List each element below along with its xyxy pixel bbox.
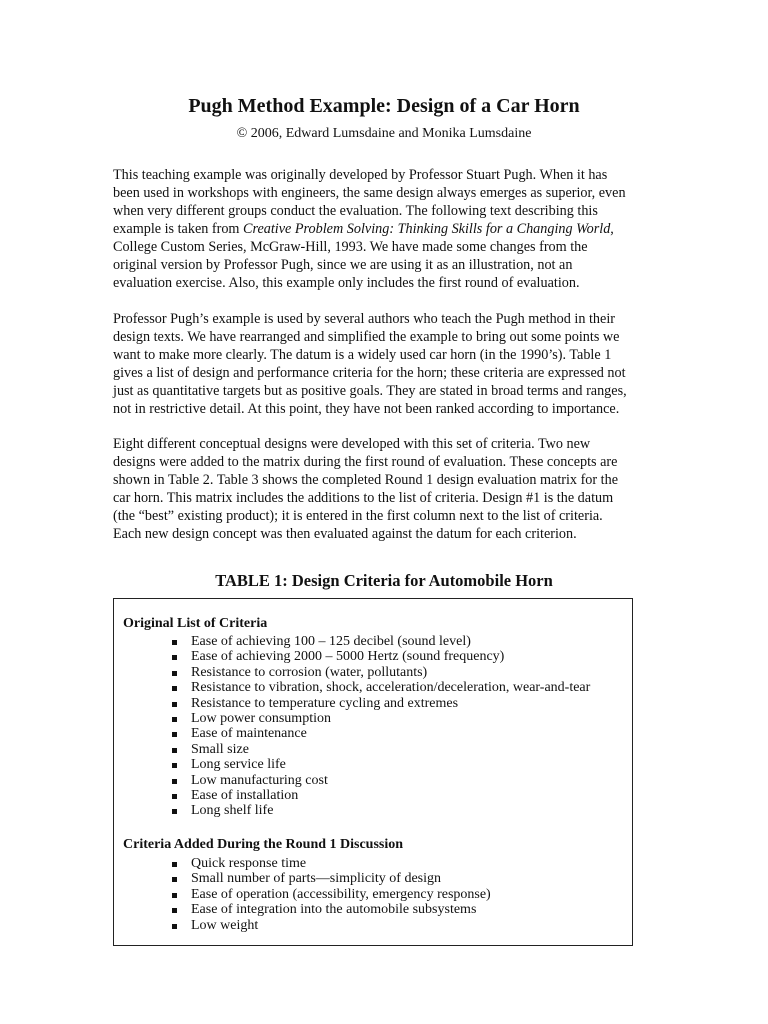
- paragraph-line: not in restrictive detail. At this point, they have not been ranked according to importance.: [113, 401, 620, 417]
- original-criteria-list: [114, 634, 590, 819]
- paragraph-line: just as quantitative targets but as positive goals. They are stated in broad terms and ranges,: [113, 383, 627, 399]
- paragraph-line: gives a list of design and performance criteria for the horn; these criteria are expressed not: [113, 365, 626, 381]
- criteria-text: Small number of parts—simplicity of design: [191, 871, 442, 887]
- bullet-icon: [172, 732, 177, 737]
- added-criteria-list: [114, 856, 491, 933]
- criteria-text: Quick response time: [191, 856, 307, 871]
- criteria-list-item: [114, 649, 590, 664]
- paragraph-line: [113, 220, 653, 238]
- bullet-icon: [172, 862, 177, 867]
- criteria-text: Low manufacturing cost: [191, 772, 328, 788]
- criteria-list-item: [114, 665, 590, 680]
- criteria-text: Resistance to temperature cycling and extremes: [191, 695, 459, 711]
- criteria-list-item: [114, 757, 590, 772]
- criteria-text: Ease of maintenance: [191, 726, 307, 742]
- bullet-icon: [172, 877, 177, 882]
- bullet-icon: [172, 671, 177, 676]
- paragraph-line: car horn. This matrix includes the additions to the list of criteria. Design #1 is the datum: [113, 490, 614, 506]
- criteria-table-box: [113, 598, 633, 946]
- bullet-icon: [172, 908, 177, 913]
- criteria-text: Ease of achieving 100 – 125 decibel (sound level): [191, 634, 471, 649]
- criteria-text: Low weight: [191, 917, 259, 933]
- criteria-text: Resistance to vibration, shock, acceleration/deceleration, wear-and-tear: [191, 680, 591, 696]
- criteria-list-item: [114, 773, 590, 788]
- original-criteria-heading: Original List of Criteria: [123, 616, 268, 631]
- bullet-icon: [172, 794, 177, 799]
- paragraph-line: Each new design concept was then evaluated against the datum for each criterion.: [113, 526, 577, 542]
- criteria-list-item: [114, 788, 590, 803]
- paragraph-line: shown in Table 2. Table 3 shows the completed Round 1 design evaluation matrix for the: [113, 472, 618, 488]
- bullet-icon: [172, 779, 177, 784]
- bullet-icon: [172, 809, 177, 814]
- criteria-text: Ease of installation: [191, 788, 299, 804]
- document-title: Pugh Method Example: Design of a Car Horn: [188, 95, 580, 117]
- bullet-icon: [172, 717, 177, 722]
- paragraph-designs: [113, 435, 653, 543]
- criteria-text: Ease of integration into the automobile subsystems: [191, 902, 477, 918]
- copyright-line: © 2006, Edward Lumsdaine and Monika Lumsdaine: [236, 126, 532, 141]
- criteria-list-item: [114, 680, 590, 695]
- criteria-text: Low power consumption: [191, 711, 331, 727]
- paragraph-line: (the “best” existing product); it is entered in the first column next to the list of criteria.: [113, 508, 603, 524]
- bullet-icon: [172, 686, 177, 691]
- paragraph-line: Professor Pugh’s example is used by several authors who teach the Pugh method in their: [113, 311, 615, 327]
- bullet-icon: [172, 748, 177, 753]
- criteria-list-item: [114, 887, 491, 902]
- paragraph-line: College Custom Series, McGraw-Hill, 1993. We have made some changes from the: [113, 239, 588, 255]
- criteria-text: Ease of operation (accessibility, emergency response): [191, 886, 491, 902]
- criteria-text: Long shelf life: [191, 803, 274, 819]
- criteria-text: Long service life: [191, 757, 286, 773]
- criteria-list-item: [114, 856, 491, 871]
- bullet-icon: [172, 893, 177, 898]
- added-criteria-heading: Criteria Added During the Round 1 Discussion: [123, 837, 404, 852]
- paragraph-line: designs were added to the matrix during the first round of evaluation. These concepts are: [113, 454, 618, 470]
- criteria-list-item: [114, 871, 491, 886]
- bullet-icon: [172, 655, 177, 660]
- criteria-list-item: [114, 918, 491, 933]
- paragraph-intro: [113, 166, 653, 292]
- paragraph-line: original version by Professor Pugh, since we are using it as an illustration, not an: [113, 257, 573, 273]
- paragraph-text: example is taken from: [113, 221, 244, 237]
- book-title-italic: Creative Problem Solving: Thinking Skills for a Changing World: [243, 221, 611, 237]
- criteria-list-item: [114, 726, 590, 741]
- criteria-list-item: [114, 803, 590, 818]
- criteria-list-item: [114, 696, 590, 711]
- table-title: TABLE 1: Design Criteria for Automobile Horn: [215, 571, 553, 590]
- criteria-list-item: [114, 742, 590, 757]
- paragraph-line: want to make more clearly. The datum is a widely used car horn (in the 1990’s). Table 1: [113, 347, 612, 363]
- paragraph-line: This teaching example was originally developed by Professor Stuart Pugh. When it has: [113, 167, 608, 183]
- bullet-icon: [172, 763, 177, 768]
- paragraph-pugh-example: [113, 310, 653, 418]
- paragraph-line: evaluation exercise. Also, this example only includes the first round of evaluation.: [113, 275, 580, 291]
- paragraph-line: been used in workshops with engineers, the same design always emerges as superior, even: [113, 185, 626, 201]
- criteria-text: Resistance to corrosion (water, pollutants): [191, 664, 428, 680]
- bullet-icon: [172, 640, 177, 645]
- bullet-icon: [172, 924, 177, 929]
- criteria-list-item: [114, 711, 590, 726]
- paragraph-line: when very different groups conduct the evaluation. The following text describing this: [113, 203, 598, 219]
- paragraph-line: Eight different conceptual designs were developed with this set of criteria. Two new: [113, 436, 591, 452]
- criteria-text: Ease of achieving 2000 – 5000 Hertz (sound frequency): [191, 649, 505, 665]
- criteria-text: Small size: [191, 741, 249, 757]
- bullet-icon: [172, 702, 177, 707]
- criteria-list-item: [114, 902, 491, 917]
- criteria-list-item: [114, 634, 590, 649]
- paragraph-text: ,: [610, 221, 614, 237]
- paragraph-line: design texts. We have rearranged and simplified the example to bring out some points we: [113, 329, 620, 345]
